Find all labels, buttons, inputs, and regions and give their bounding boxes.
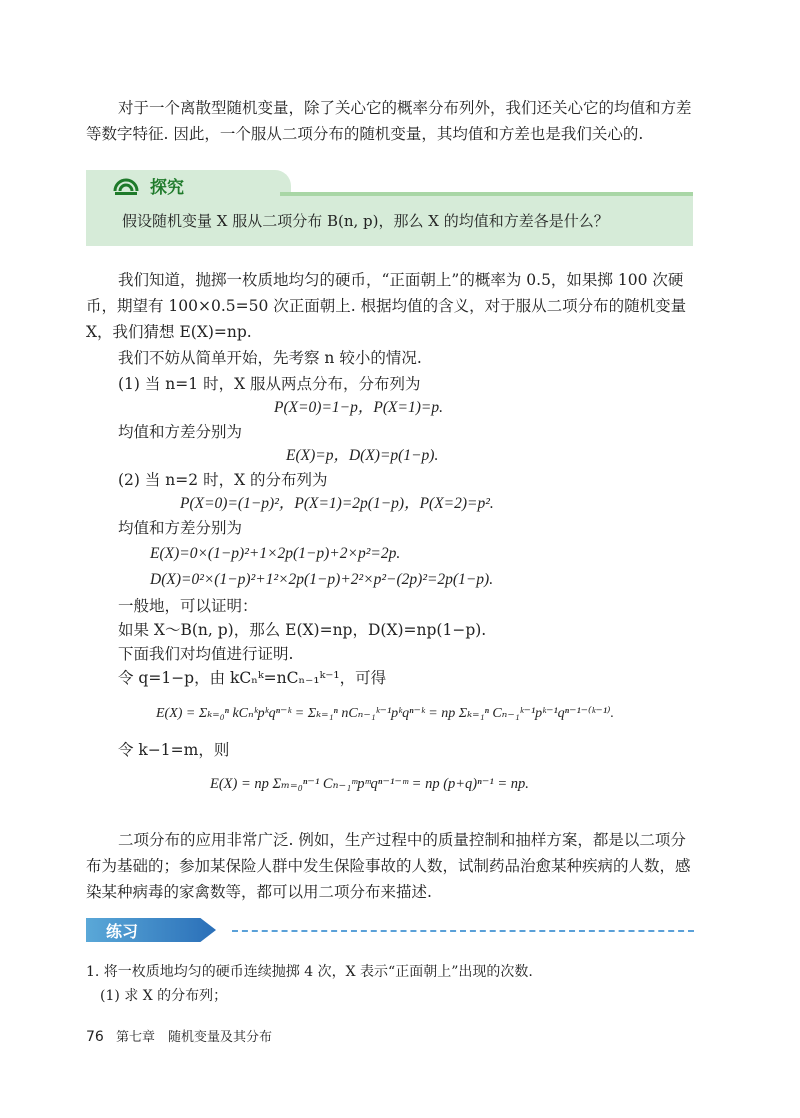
general-text: 一般地，可以证明： bbox=[118, 597, 258, 615]
mean-var-label-2: 均值和方差分别为 bbox=[118, 519, 243, 537]
case2-mean: E(X)=0×(1−p)²+1×2p(1−p)+2×p²=2p. bbox=[150, 545, 401, 562]
practice-title: 练习 bbox=[106, 922, 139, 941]
case2-equation: P(X=0)=(1−p)²，P(X=1)=2p(1−p)，P(X=2)=p². bbox=[180, 495, 494, 512]
case1-mean-var: E(X)=p，D(X)=p(1−p). bbox=[286, 447, 439, 464]
practice-divider bbox=[232, 930, 694, 932]
application-line-1: 二项分布的应用非常广泛. 例如，生产过程中的质量控制和抽样方案，都是以二项分 bbox=[118, 831, 686, 849]
body-p1-line-2: 币，期望有 100×0.5=50 次正面朝上. 根据均值的含义，对于服从二项分布的随机变量 bbox=[86, 297, 687, 315]
body-p1-line-1: 我们知道，抛掷一枚质地均匀的硬币，“正面朝上”的概率为 0.5，如果掷 100 次硬 bbox=[118, 271, 684, 289]
explore-icon bbox=[113, 175, 139, 197]
page-footer bbox=[86, 1026, 272, 1045]
explore-title: 探究 bbox=[150, 178, 184, 198]
chapter-title: 第七章 随机变量及其分布 bbox=[115, 1030, 272, 1045]
let-q-text: 令 q=1−p，由 kCₙᵏ=nCₙ₋₁ᵏ⁻¹，可得 bbox=[118, 669, 387, 687]
proof-intro: 下面我们对均值进行证明. bbox=[118, 645, 294, 663]
page-number: 76 bbox=[86, 1029, 104, 1045]
application-line-3: 染某种病毒的家禽数等，都可以用二项分布来描述. bbox=[86, 883, 432, 901]
application-line-2: 布为基础的；参加某保险人群中发生保险事故的人数，试制药品治愈某种疾病的人数，感 bbox=[86, 857, 691, 875]
body-p2: 我们不妨从简单开始，先考察 n 较小的情况. bbox=[118, 349, 422, 367]
expectation-final: E(X) = np Σₘ₌₀ⁿ⁻¹ Cₙ₋₁ᵐpᵐqⁿ⁻¹⁻ᵐ = np (p+q)ⁿ⁻¹ = np. bbox=[210, 776, 529, 792]
explore-question: 假设随机变量 X 服从二项分布 B(n, p)，那么 X 的均值和方差各是什么？ bbox=[122, 212, 609, 230]
intro-line-1: 对于一个离散型随机变量，除了关心它的概率分布列外，我们还关心它的均值和方差 bbox=[118, 99, 692, 117]
theorem-text: 如果 X～B(n, p)，那么 E(X)=np，D(X)=np(1−p). bbox=[118, 621, 487, 639]
case1-text: (1) 当 n=1 时，X 服从两点分布，分布列为 bbox=[118, 375, 421, 393]
explore-rule bbox=[280, 192, 693, 196]
mean-var-label-1: 均值和方差分别为 bbox=[118, 423, 243, 441]
practice-question-1-part-1: (1) 求 X 的分布列； bbox=[100, 988, 228, 1004]
case1-equation: P(X=0)=1−p，P(X=1)=p. bbox=[274, 399, 443, 416]
body-p1-line-3: X，我们猜想 E(X)=np. bbox=[86, 323, 252, 341]
case2-text: (2) 当 n=2 时，X 的分布列为 bbox=[118, 471, 328, 489]
intro-line-2: 等数字特征. 因此，一个服从二项分布的随机变量，其均值和方差也是我们关心的. bbox=[86, 125, 644, 143]
let-m-text: 令 k−1=m，则 bbox=[118, 741, 230, 759]
expectation-derivation: E(X) = Σₖ₌₀ⁿ kCₙᵏpᵏqⁿ⁻ᵏ = Σₖ₌₁ⁿ nCₙ₋₁ᵏ⁻¹pᵏqⁿ⁻ᵏ = np Σₖ₌₁ⁿ Cₙ₋₁ᵏ⁻¹pᵏ⁻¹qⁿ⁻¹⁻⁽ᵏ⁻¹⁾. bbox=[156, 706, 614, 721]
practice-question-1: 1. 将一枚质地均匀的硬币连续抛掷 4 次，X 表示“正面朝上”出现的次数. bbox=[86, 964, 533, 980]
case2-variance: D(X)=0²×(1−p)²+1²×2p(1−p)+2²×p²−(2p)²=2p(1−p). bbox=[150, 571, 494, 588]
